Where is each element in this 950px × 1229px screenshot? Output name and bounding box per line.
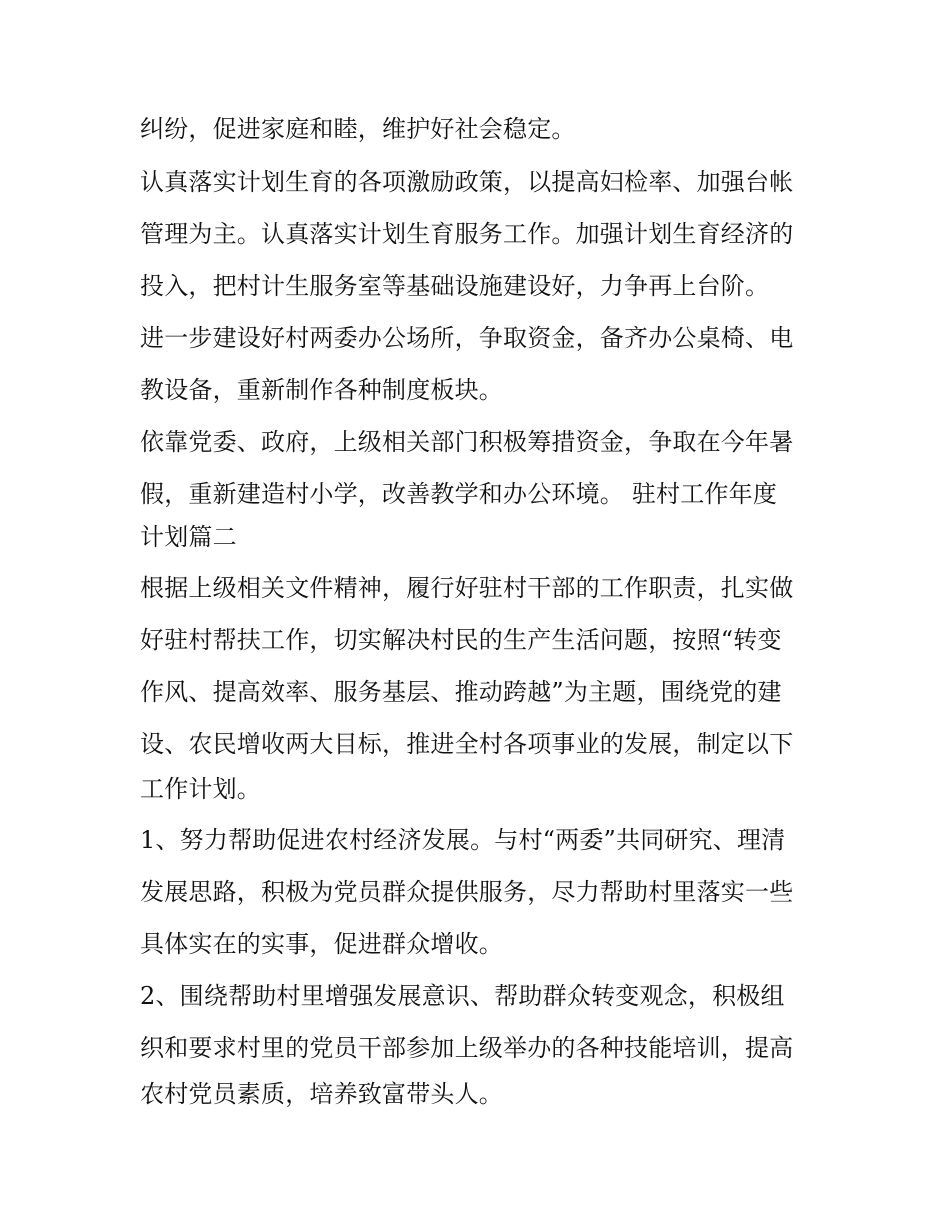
text-line: 具体实在的实事，促进群众增收。 — [140, 930, 503, 958]
text-line: 织和要求村里的党员干部参加上级举办的各种技能培训，提高 — [140, 1034, 794, 1062]
text-line: 计划篇二 — [140, 523, 237, 551]
text-line: 好驻村帮扶工作，切实解决村民的生产生活问题，按照“转变 — [140, 626, 782, 654]
text-line: 依靠党委、政府，上级相关部门积极筹措资金，争取在今年暑 — [140, 428, 794, 456]
text-line: 工作计划。 — [140, 775, 261, 803]
text-line: 认真落实计划生育的各项激励政策，以提高妇检率、加强台帐 — [140, 168, 794, 196]
text-line: 设、农民增收两大目标，推进全村各项事业的发展，制定以下 — [140, 730, 794, 758]
text-line: 1、努力帮助促进农村经济发展。与村“两委”共同研究、理清 — [140, 826, 786, 854]
text-line: 纠纷，促进家庭和睦，维护好社会稳定。 — [140, 115, 576, 143]
text-line: 农村党员素质，培养致富带头人。 — [140, 1080, 503, 1108]
text-line: 假，重新建造村小学，改善教学和办公环境。 驻村工作年度 — [140, 480, 778, 508]
text-line: 2、围绕帮助村里增强发展意识、帮助群众转变观念，积极组 — [140, 982, 785, 1010]
text-line: 进一步建设好村两委办公场所，争取资金，备齐办公桌椅、电 — [140, 324, 794, 352]
text-line: 管理为主。认真落实计划生育服务工作。加强计划生育经济的 — [140, 220, 794, 248]
text-line: 教设备，重新制作各种制度板块。 — [140, 376, 503, 404]
text-line: 作风、提高效率、服务基层、推动跨越”为主题，围绕党的建 — [140, 678, 782, 706]
text-line: 发展思路，积极为党员群众提供服务，尽力帮助村里落实一些 — [140, 878, 794, 906]
text-line: 根据上级相关文件精神，履行好驻村干部的工作职责，扎实做 — [140, 574, 794, 602]
text-line: 投入，把村计生服务室等基础设施建设好，力争再上台阶。 — [140, 272, 770, 300]
